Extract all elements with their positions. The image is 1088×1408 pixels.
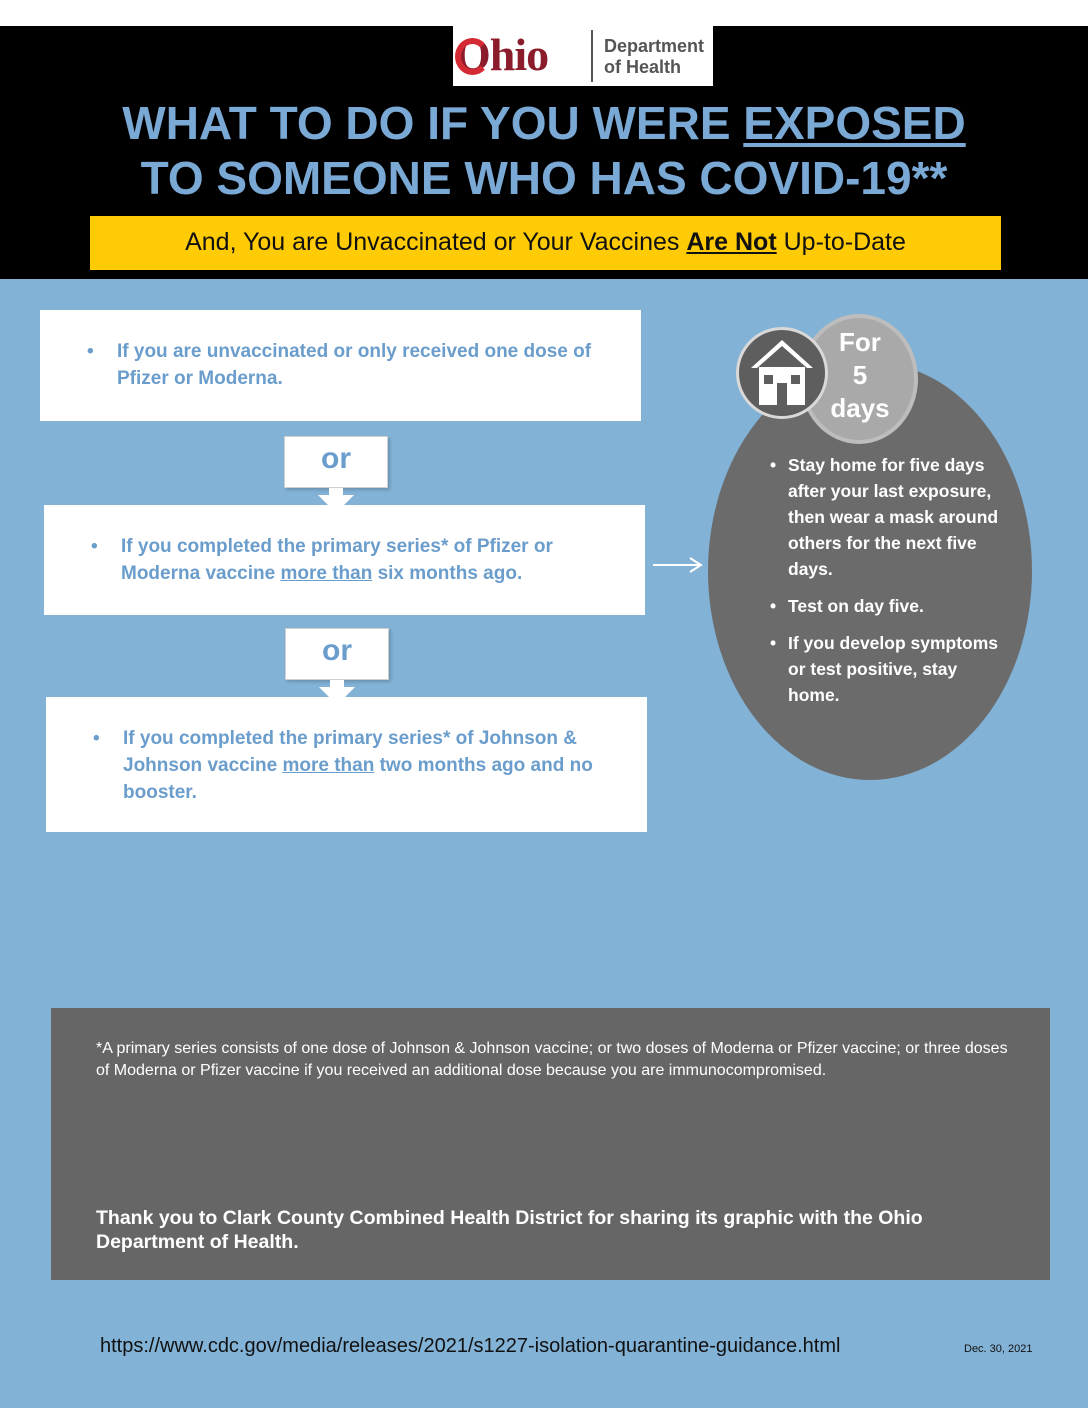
bullet-icon: • (93, 728, 100, 749)
logo-dept-line1: Department (604, 36, 705, 56)
instruction-text: Test on day five. (788, 596, 924, 616)
primary-series-footnote: *A primary series consists of one dose of Johnson & Johnson vaccine; or two doses of Moderna or Pfizer vaccine; or three doses of Moderna or Pfizer vaccine if you received an additional dose because you are immunocompromised. (96, 1040, 1008, 1079)
instruction-item (770, 452, 1010, 582)
house-icon (739, 330, 825, 416)
duration-line-3: days (830, 393, 890, 423)
condition-3-text-end: two months ago and no booster. (123, 755, 593, 803)
condition-card-3 (46, 697, 647, 832)
bullet-icon: • (770, 633, 777, 653)
duration-line-2: 5 (852, 360, 868, 390)
title-line-2: TO SOMEONE WHO HAS COVID-19** (140, 152, 948, 204)
acknowledgement-text: Thank you to Clark County Combined Health District for sharing its graphic with the Ohio Department of Health. (96, 1207, 923, 1253)
instruction-item (770, 593, 1010, 619)
condition-3-text: If you completed the primary series* of Johnson & Johnson vaccine (123, 728, 577, 776)
page-title (0, 96, 1088, 206)
house-icon-badge (736, 327, 828, 419)
logo-divider (591, 30, 593, 82)
subheader-emphasis: Are Not (686, 228, 777, 256)
bullet-icon: • (770, 596, 777, 616)
condition-card-1 (40, 310, 641, 421)
condition-3-emphasis: more than (282, 755, 375, 776)
condition-2-text-end: six months ago. (372, 563, 523, 584)
subheader-text-end: Up-to-Date (776, 228, 906, 256)
bullet-icon: • (91, 536, 98, 557)
title-line-1-text: WHAT TO DO IF YOU WERE (122, 97, 744, 149)
condition-1-text: If you are unvaccinated or only received one dose of Pfizer or Moderna. (117, 341, 592, 389)
bullet-icon: • (87, 341, 94, 362)
instruction-item (770, 630, 1010, 708)
or-connector-2: or (285, 628, 389, 680)
logo-department-text (604, 36, 704, 78)
condition-2-text: If you completed the primary series* of Pfizer or Moderna vaccine (121, 536, 553, 584)
logo-dept-line2: of Health (604, 57, 682, 77)
bullet-icon: • (770, 455, 777, 475)
logo-ring-icon (455, 38, 490, 75)
duration-line-1: For (839, 327, 881, 357)
subheader-banner (90, 216, 1001, 270)
logo-ohio-wordmark: Ohio (455, 29, 549, 80)
publication-date: Dec. 30, 2021 (964, 1343, 1033, 1355)
title-line-1 (0, 96, 1088, 151)
title-emphasis-exposed: EXPOSED (743, 97, 966, 149)
condition-3-item (93, 725, 638, 806)
source-link[interactable]: https://www.cdc.gov/media/releases/2021/s1227-isolation-quarantine-guidance.html (100, 1335, 841, 1357)
condition-card-2 (44, 505, 645, 615)
or-connector-1: or (284, 436, 388, 488)
subheader-text: And, You are Unvaccinated or Your Vaccines (185, 228, 687, 256)
condition-2-emphasis: more than (280, 563, 373, 584)
condition-1-item (87, 338, 637, 392)
quarantine-instructions-list (770, 452, 1010, 719)
right-arrow-icon (652, 555, 704, 575)
ohio-department-of-health-logo (453, 26, 713, 86)
instruction-text: Stay home for five days after your last exposure, then wear a mask around others for the next five days. (788, 455, 999, 579)
condition-2-item (91, 533, 636, 587)
instruction-text: If you develop symptoms or test positive, stay home. (788, 633, 999, 705)
